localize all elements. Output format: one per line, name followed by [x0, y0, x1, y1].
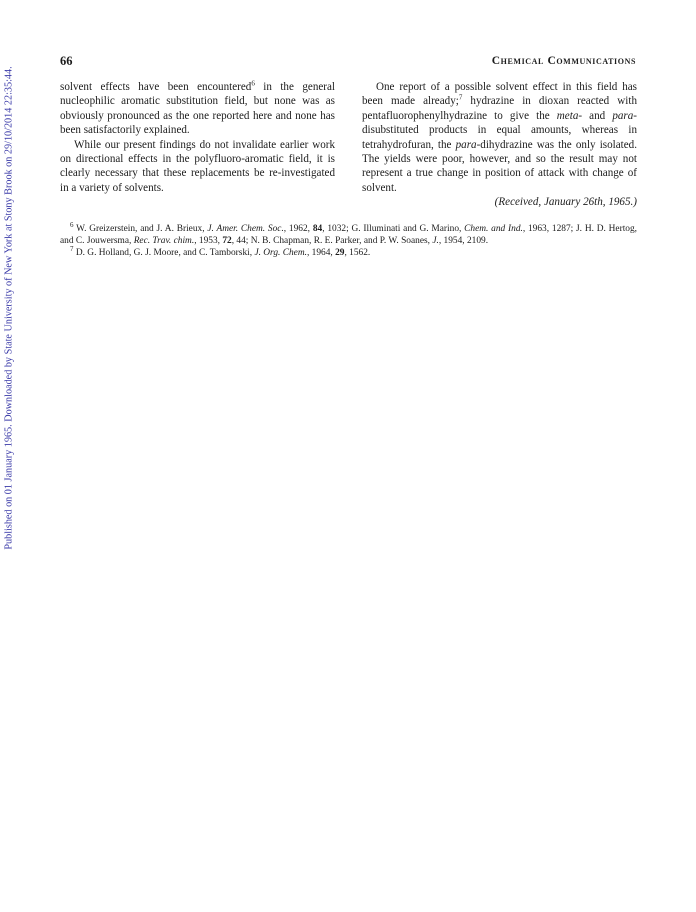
right-column [362, 80, 637, 210]
watermark-text: Published on 01 January 1965. Downloaded by State University of New York at Stony Brook on 29/10/2014 22:35:44. [3, 66, 15, 550]
footnote-7: $^7$ D. G. Holland, G. J. Moore, and C. Tamborski, J. Org. Chem., 1964, 29, 1562. [70, 245, 371, 259]
ref-6-marker[interactable]: 6 [251, 79, 255, 88]
received-date: (Received, January 26th, 1965.) [494, 196, 637, 209]
left-column [60, 80, 335, 195]
right-paragraph-1: One report of a possible solvent effect in this field has been made already;$^7$ hydrazine in dioxan reacted with pentafluorophenylhydrazine to give the meta- and para-disubstituted products in equal amounts, whereas in tetrahydrofuran, the para-dihydrazine was the only isolated. The yields were poor, however, and so the result may not represent a true change in position of attack with change of solvent. [362, 81, 637, 194]
footnotes [60, 220, 638, 260]
download-watermark [2, 0, 16, 912]
ref-7-marker[interactable]: 7 [458, 93, 463, 102]
footnote-6: $^6$ W. Greizerstein, and J. A. Brieux, J. Amer. Chem. Soc., 1962, 84, 1032; G. Illuminati and G. Marino, Chem. and Ind., 1963, 1287; J. H. D. Hertog, and C. Jouwersma, Rec. Trav. chim., 1953, 72, 44; N. B. Chapman, R. E. Parker, and P. W. Soanes, J., 1954, 2109. [60, 220, 638, 247]
page-number: 66 [60, 54, 73, 68]
journal-name: Chemical Communications [491, 55, 636, 67]
left-paragraph-2: While our present findings do not invalidate earlier work on directional effects in the polyfluoro-aromatic field, it is clearly necessary that these replacements be re-investigated in a variety of solvents. [60, 138, 335, 194]
left-paragraph-1: solvent effects have been encountered$^6$ in the general nucleophilic aromatic substitution field, but none was as obviously pronounced as the one reported here and none has been satisfactorily explained. [60, 79, 335, 137]
